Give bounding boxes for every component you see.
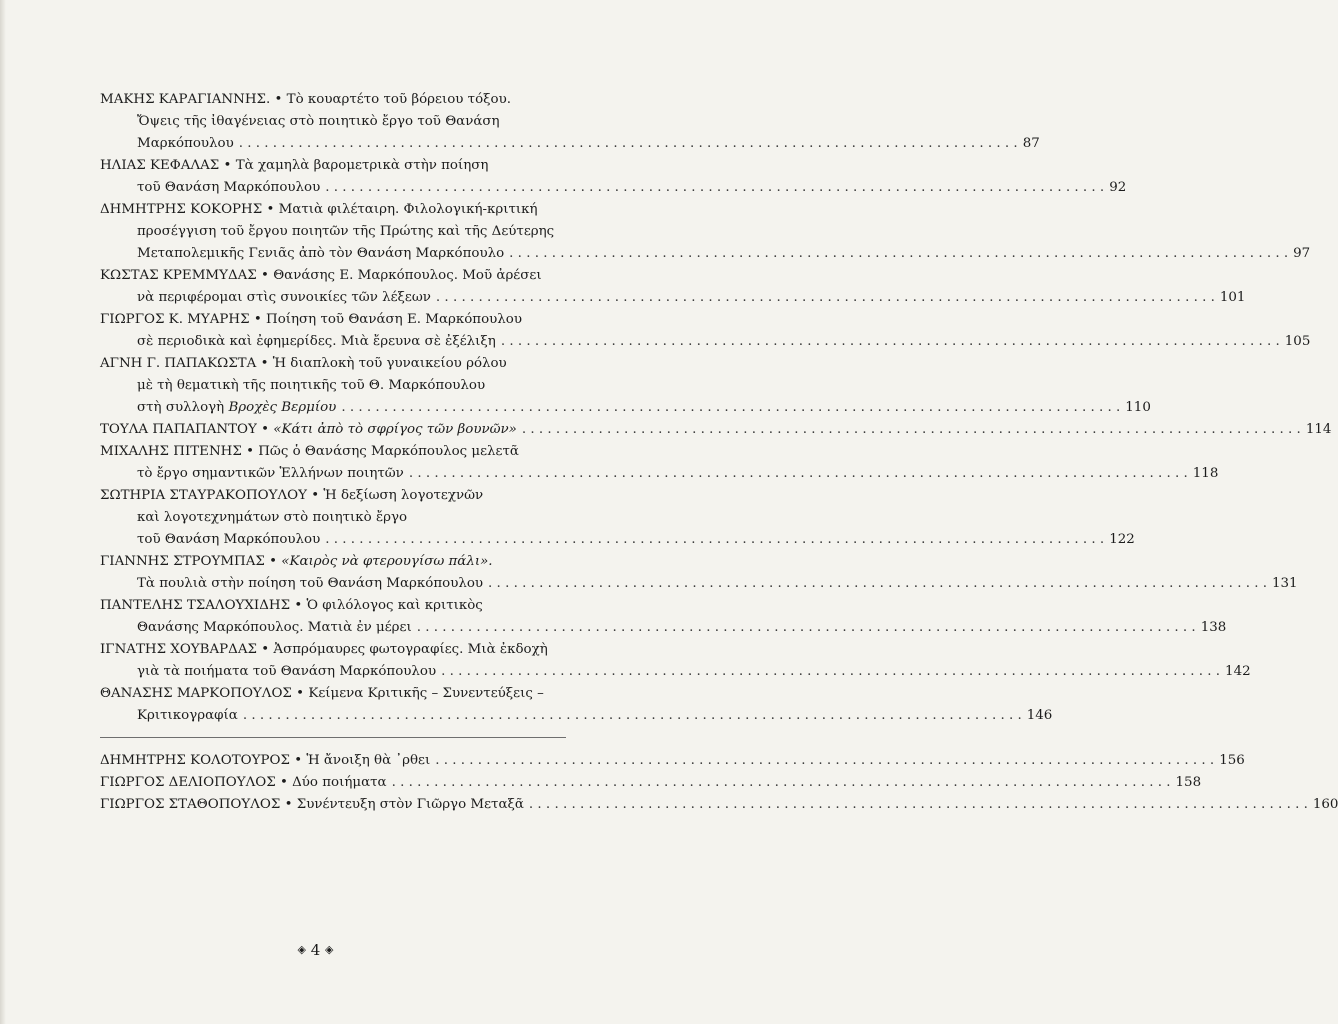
toc-author: ΓΙΑΝΝΗΣ ΣΤΡΟΥΜΠΑΣ xyxy=(100,554,265,569)
toc-author: ΙΓΝΑΤΗΣ ΧΟΥΒΑΡΔΑΣ xyxy=(100,642,257,657)
toc-entry xyxy=(100,265,1246,309)
toc-entry-first-line xyxy=(100,683,566,705)
toc-leader-dots xyxy=(417,617,1196,639)
toc-entry-continuation-line xyxy=(100,177,1127,199)
toc-line-text xyxy=(137,221,554,243)
toc-separator: • xyxy=(284,797,293,812)
toc-page-number: 101 xyxy=(1219,290,1246,305)
toc-page-number: 110 xyxy=(1125,400,1151,415)
toc-page-number: 131 xyxy=(1272,576,1298,591)
toc-entry xyxy=(100,155,1127,199)
toc-line-text xyxy=(137,111,500,133)
toc-page-number: 142 xyxy=(1225,664,1251,679)
toc-title-text: καὶ λογοτεχνημάτων στὸ ποιητικὸ ἔργο xyxy=(137,510,408,525)
toc-author: ΣΩΤΗΡΙΑ ΣΤΑΥΡΑΚΟΠΟΥΛΟΥ xyxy=(100,488,307,503)
toc-leader-dots xyxy=(441,661,1220,683)
toc-title-text: Τὸ κουαρτέτο τοῦ βόρειου τόξου. xyxy=(282,92,511,107)
toc-title-text: Ματιὰ φιλέταιρη. Φιλολογική-κριτική xyxy=(274,202,538,217)
toc-line-text xyxy=(137,331,496,353)
toc-title-text: Ἡ ἄνοιξη θὰ ᾽ρθει xyxy=(302,753,431,768)
toc-entry-continuation-line xyxy=(100,397,1151,419)
toc-entry-continuation-line xyxy=(100,221,566,243)
toc-entry-first-line xyxy=(100,595,566,617)
toc-separator: • xyxy=(261,642,270,657)
toc-entry-continuation-line xyxy=(100,507,566,529)
toc-main-list xyxy=(100,89,1332,727)
toc-title-text: στὴ συλλογὴ xyxy=(137,400,229,415)
toc-line-text xyxy=(100,772,387,794)
toc-entry xyxy=(100,772,1202,794)
table-of-contents xyxy=(100,89,1338,816)
toc-page-number: 146 xyxy=(1026,708,1053,723)
toc-author: ΜΙΧΑΛΗΣ ΠΙΤΕΝΗΣ xyxy=(100,444,242,459)
toc-separator: • xyxy=(269,554,278,569)
ornament-left-icon: ◈ xyxy=(297,943,306,956)
toc-leader-dots xyxy=(435,750,1214,772)
ornament-right-icon: ◈ xyxy=(325,943,334,956)
toc-line-text xyxy=(100,309,522,331)
toc-line-text xyxy=(100,485,483,507)
toc-title-text: Ὁ φιλόλογος καὶ κριτικὸς xyxy=(302,598,483,613)
toc-entry xyxy=(100,89,1040,155)
toc-line-text xyxy=(100,155,488,177)
toc-entry xyxy=(100,441,1219,485)
toc-line-text xyxy=(137,463,404,485)
toc-author: ΚΩΣΤΑΣ ΚΡΕΜΜΥΔΑΣ xyxy=(100,268,257,283)
toc-leader-dots xyxy=(243,705,1022,727)
toc-entry xyxy=(100,551,1298,595)
toc-author: ΜΑΚΗΣ ΚΑΡΑΓΙΑΝΝΗΣ. xyxy=(100,92,271,107)
toc-title-text: Ποίηση τοῦ Θανάση Ε. Μαρκόπουλου xyxy=(261,312,522,327)
toc-line-text xyxy=(100,750,430,772)
toc-line-text xyxy=(100,353,507,375)
toc-entry xyxy=(100,683,1053,727)
toc-line-text xyxy=(100,683,544,705)
toc-title-text: μὲ τὴ θεματικὴ τῆς ποιητικῆς τοῦ Θ. Μαρκόπουλου xyxy=(137,378,486,393)
toc-line-text xyxy=(100,794,524,816)
toc-page-number: 158 xyxy=(1175,775,1202,790)
toc-author: ΓΙΩΡΓΟΣ ΔΕΛΙΟΠΟΥΛΟΣ xyxy=(100,775,276,790)
toc-author: ΓΙΩΡΓΟΣ Κ. ΜΥΑΡΗΣ xyxy=(100,312,250,327)
toc-entry xyxy=(100,309,1311,353)
toc-entry-continuation-line xyxy=(100,705,1053,727)
toc-leader-dots xyxy=(529,794,1308,816)
toc-entry-continuation-line xyxy=(100,111,566,133)
toc-line-text xyxy=(137,529,320,551)
toc-title-italic: Βροχὲς Βερμίου xyxy=(228,400,337,415)
toc-line-text xyxy=(137,287,431,309)
toc-separator: • xyxy=(294,753,303,768)
toc-line-text xyxy=(100,441,519,463)
toc-title-text: τὸ ἔργο σημαντικῶν Ἑλλήνων ποιητῶν xyxy=(137,466,404,481)
toc-leader-dots xyxy=(488,573,1267,595)
toc-separator: • xyxy=(223,158,232,173)
toc-author: ΑΓΝΗ Γ. ΠΑΠΑΚΩΣΤΑ xyxy=(100,356,257,371)
page-number: 4 xyxy=(310,941,321,959)
toc-leader-dots xyxy=(436,287,1215,309)
toc-title-text: Θανάσης Ε. Μαρκόπουλος. Μοῦ ἀρέσει xyxy=(268,268,542,283)
toc-separator: • xyxy=(311,488,320,503)
toc-separator: • xyxy=(261,268,269,283)
toc-leader-dots xyxy=(409,463,1188,485)
toc-title-text: Τὰ πουλιὰ στὴν ποίηση τοῦ Θανάση Μαρκόπουλου xyxy=(137,576,484,591)
toc-title-text: Μαρκόπουλου xyxy=(137,136,234,151)
toc-entry-first-line xyxy=(100,353,566,375)
toc-page-number: 156 xyxy=(1219,753,1245,768)
toc-page-number: 114 xyxy=(1305,422,1332,437)
toc-page-number: 122 xyxy=(1109,532,1135,547)
toc-title-text: προσέγγιση τοῦ ἔργου ποιητῶν τῆς Πρώτης καὶ τῆς Δεύτερης xyxy=(137,224,555,239)
toc-line-text xyxy=(137,573,483,595)
toc-page-number: 138 xyxy=(1200,620,1227,635)
toc-title-text: Ὄψεις τῆς ἰθαγένειας στὸ ποιητικὸ ἔργο τοῦ Θανάση xyxy=(137,114,500,129)
toc-entry xyxy=(100,419,1332,441)
toc-entry-first-line xyxy=(100,441,566,463)
toc-entry xyxy=(100,750,1245,772)
toc-leader-dots xyxy=(325,529,1104,551)
toc-title-text: Συνέντευξη στὸν Γιῶργο Μεταξᾶ xyxy=(292,797,524,812)
toc-title-text: Κριτικογραφία xyxy=(137,708,238,723)
toc-title-text: Δύο ποιήματα xyxy=(287,775,387,790)
toc-separator: • xyxy=(279,775,288,790)
toc-entry-continuation-line xyxy=(100,287,1246,309)
toc-title-text: Τὰ χαμηλὰ βαρομετρικὰ στὴν ποίηση xyxy=(231,158,489,173)
toc-leader-dots xyxy=(239,133,1018,155)
toc-author: ΗΛΙΑΣ ΚΕΦΑΛΑΣ xyxy=(100,158,220,173)
toc-entry xyxy=(100,199,1311,265)
toc-line-text xyxy=(100,419,517,441)
toc-entry-continuation-line xyxy=(100,617,1227,639)
toc-entry-first-line xyxy=(100,750,1245,772)
toc-author: ΠΑΝΤΕΛΗΣ ΤΣΑΛΟΥΧΙΔΗΣ xyxy=(100,598,291,613)
toc-leader-dots xyxy=(325,177,1104,199)
toc-line-text xyxy=(100,89,511,111)
toc-entry-first-line xyxy=(100,551,566,573)
toc-line-text xyxy=(100,595,483,617)
toc-entry-first-line xyxy=(100,639,566,661)
toc-entry-first-line xyxy=(100,155,566,177)
toc-entry xyxy=(100,485,1135,551)
toc-entry xyxy=(100,353,1151,419)
toc-entry-continuation-line xyxy=(100,463,1219,485)
toc-line-text xyxy=(137,397,336,419)
toc-title-italic: «Καιρὸς νὰ φτερουγίσω πάλι». xyxy=(277,554,493,569)
toc-leader-dots xyxy=(392,772,1171,794)
toc-entry-first-line xyxy=(100,309,566,331)
toc-line-text xyxy=(137,133,234,155)
toc-line-text xyxy=(100,551,493,573)
toc-title-text: τοῦ Θανάση Μαρκόπουλου xyxy=(137,532,321,547)
toc-extra-list xyxy=(100,750,1338,816)
toc-entry-continuation-line xyxy=(100,375,566,397)
toc-title-text: Ἀσπρόμαυρες φωτογραφίες. Μιὰ ἐκδοχὴ xyxy=(269,642,548,657)
toc-line-text xyxy=(137,617,412,639)
toc-line-text xyxy=(137,705,238,727)
toc-title-text: τοῦ Θανάση Μαρκόπουλου xyxy=(137,180,321,195)
page-footer xyxy=(0,941,631,959)
toc-entry-continuation-line xyxy=(100,661,1251,683)
toc-separator: • xyxy=(246,444,254,459)
toc-title-italic: «Κάτι ἀπὸ τὸ σφρίγος τῶν βουνῶν» xyxy=(269,422,517,437)
toc-line-text xyxy=(137,375,485,397)
toc-leader-dots xyxy=(509,243,1288,265)
toc-separator: • xyxy=(266,202,275,217)
toc-author: ΓΙΩΡΓΟΣ ΣΤΑΘΟΠΟΥΛΟΣ xyxy=(100,797,281,812)
toc-line-text xyxy=(100,639,548,661)
toc-page-number: 87 xyxy=(1022,136,1040,151)
toc-title-text: νὰ περιφέρομαι στὶς συνοικίες τῶν λέξεων xyxy=(137,290,431,305)
toc-entry-first-line xyxy=(100,419,1332,441)
toc-leader-dots xyxy=(501,331,1280,353)
toc-separator: • xyxy=(296,686,305,701)
toc-separator: • xyxy=(253,312,262,327)
toc-line-text xyxy=(137,507,407,529)
toc-entry-first-line xyxy=(100,89,566,111)
toc-leader-dots xyxy=(341,397,1120,419)
toc-title-text: γιὰ τὰ ποιήματα τοῦ Θανάση Μαρκόπουλου xyxy=(137,664,437,679)
toc-entry-continuation-line xyxy=(100,573,1298,595)
toc-entry xyxy=(100,639,1251,683)
toc-entry-continuation-line xyxy=(100,133,1040,155)
toc-line-text xyxy=(100,265,542,287)
toc-page-number: 118 xyxy=(1192,466,1219,481)
toc-entry-first-line xyxy=(100,772,1202,794)
toc-line-text xyxy=(137,177,320,199)
toc-title-text: Ἡ δεξίωση λογοτεχνῶν xyxy=(319,488,484,503)
toc-line-text xyxy=(100,199,538,221)
toc-entry-first-line xyxy=(100,265,566,287)
toc-line-text xyxy=(137,661,436,683)
section-divider xyxy=(100,737,566,738)
toc-title-text: Πῶς ὁ Θανάσης Μαρκόπουλος μελετᾶ xyxy=(253,444,519,459)
toc-title-text: Θανάσης Μαρκόπουλος. Ματιὰ ἐν μέρει xyxy=(137,620,412,635)
toc-title-text: σὲ περιοδικὰ καὶ ἐφημερίδες. Μιὰ ἔρευνα σὲ ἐξέλιξη xyxy=(137,334,496,349)
toc-entry-first-line xyxy=(100,485,566,507)
page-binding-shadow xyxy=(0,0,6,1024)
toc-author: ΘΑΝΑΣΗΣ ΜΑΡΚΟΠΟΥΛΟΣ xyxy=(100,686,292,701)
toc-author: ΤΟΥΛΑ ΠΑΠΑΠΑΝΤΟΥ xyxy=(100,422,257,437)
toc-entry-continuation-line xyxy=(100,529,1135,551)
toc-author: ΔΗΜΗΤΡΗΣ ΚΟΚΟΡΗΣ xyxy=(100,202,263,217)
toc-entry xyxy=(100,794,1338,816)
toc-title-text: Ἡ διαπλοκὴ τοῦ γυναικείου ρόλου xyxy=(268,356,507,371)
toc-separator: • xyxy=(261,422,270,437)
toc-entry-first-line xyxy=(100,794,1338,816)
toc-separator: • xyxy=(260,356,269,371)
toc-entry-continuation-line xyxy=(100,331,1311,353)
toc-separator: • xyxy=(274,92,283,107)
toc-page-number: 160 xyxy=(1312,797,1338,812)
toc-line-text xyxy=(137,243,504,265)
toc-entry-first-line xyxy=(100,199,566,221)
toc-page-number: 92 xyxy=(1109,180,1127,195)
toc-page-number: 97 xyxy=(1293,246,1311,261)
toc-author: ΔΗΜΗΤΡΗΣ ΚΟΛΟΤΟΥΡΟΣ xyxy=(100,753,290,768)
toc-entry xyxy=(100,595,1227,639)
toc-separator: • xyxy=(294,598,303,613)
toc-page-number: 105 xyxy=(1284,334,1311,349)
toc-title-text: Μεταπολεμικῆς Γενιᾶς ἀπὸ τὸν Θανάση Μαρκόπουλο xyxy=(137,246,505,261)
toc-leader-dots xyxy=(522,419,1301,441)
toc-entry-continuation-line xyxy=(100,243,1311,265)
toc-title-text: Κείμενα Κριτικῆς – Συνεντεύξεις – xyxy=(304,686,544,701)
